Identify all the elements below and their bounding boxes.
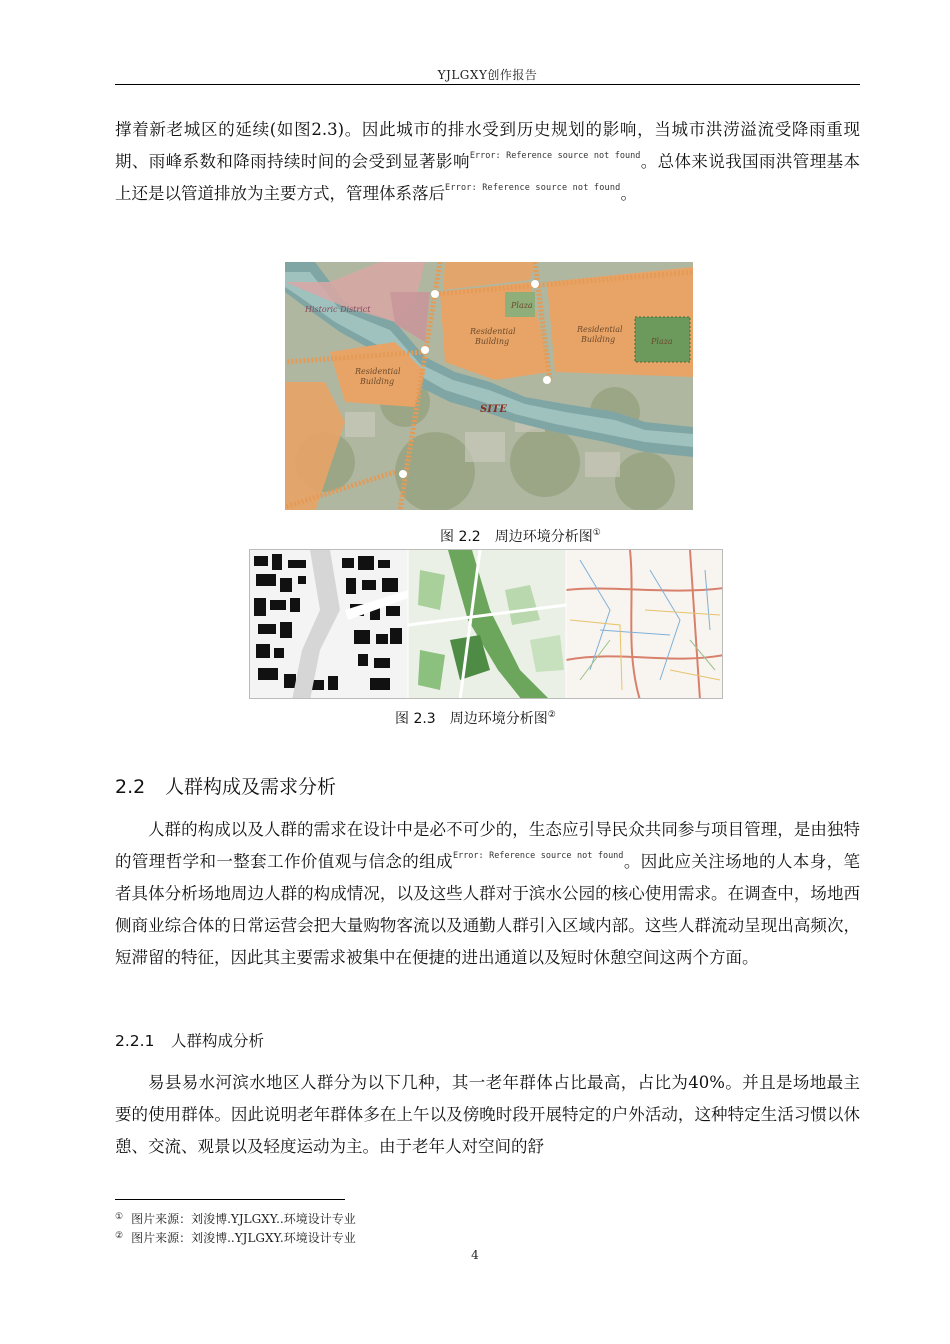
page-number: 4: [471, 1248, 479, 1262]
map-label-building-1: Building: [475, 337, 510, 346]
paragraph-section-2-2-1: 易县易水河滨水地区人群分为以下几种，其一老年群体占比最高，占比为40%。并且是场地最主要的使用群体。因此说明老年群体多在上午以及傍晚时段开展特定的户外活动，这种特定生活习惯以休憩、交流、观景以及轻度运动为主。由于老年人对空间的舒: [115, 1073, 860, 1156]
figure-2-3-analysis-maps: [249, 549, 723, 699]
figure-2-3-caption-text: 图 2.3 周边环境分析图: [395, 711, 548, 727]
figure-2-2-caption: [440, 526, 601, 546]
header-rule: [115, 84, 860, 85]
map-label-plaza-2: Plaza: [651, 337, 673, 346]
footnote-1-mark: ①: [115, 1212, 124, 1222]
footnote-2-text: 图片来源：刘浚博..YJLGXY.环境设计专业: [131, 1231, 356, 1245]
section-2-2-title: 人群构成及需求分析: [165, 776, 337, 798]
section-2-2-1-title: 人群构成分析: [171, 1032, 265, 1050]
figure-2-2-site-map: [285, 262, 693, 510]
map-label-plaza-1: Plaza: [511, 301, 533, 310]
map-label-residential-1: Residential: [470, 327, 516, 336]
map-label-historic-district: Historic District: [305, 305, 371, 314]
map-label-residential-2: Residential: [577, 325, 623, 334]
footnote-2: [115, 1229, 356, 1246]
section-2-2-heading: [115, 772, 336, 799]
reference-error-3: Error: Reference source not found: [452, 851, 624, 861]
intro-text-a: 撑着新老城区的延续(如图2.3)。因此城市的排水受到历史规划的影响，当城市洪涝溢流受降雨重现期、雨峰系数和降雨持续时间的会受到显著影响: [115, 120, 860, 171]
intro-text-b: 。总体来说我国雨洪管理基本上还是以管道排放为主要方式，管理体系落后: [115, 152, 860, 203]
paragraph-section-2-2: [115, 814, 860, 974]
reference-error-2: Error: Reference source not found: [445, 183, 621, 193]
footnote-1-text: 图片来源：刘浚博.YJLGXY..环境设计专业: [131, 1212, 356, 1226]
footnote-rule: [115, 1199, 345, 1200]
intro-text-c: 。: [620, 184, 637, 203]
map-label-site: SITE: [480, 404, 507, 415]
section-2-2-number: 2.2: [115, 776, 146, 798]
map-label-building-2: Building: [581, 335, 616, 344]
paragraph-intro: [115, 114, 860, 210]
footnote-2-mark: ②: [115, 1231, 124, 1241]
map-label-building-3: Building: [360, 377, 395, 386]
map-label-residential-3: Residential: [355, 367, 401, 376]
reference-error-1: Error: Reference source not found: [469, 151, 641, 161]
figure-2-2-footnote-mark: ①: [592, 528, 601, 538]
section-2-2-text-a: 人群的构成以及人群的需求在设计中是必不可少的，生态应引导民众共同参与项目管理，是由独特的管理哲学和一整套工作价值观与信念的组成: [115, 820, 860, 871]
figure-2-3-footnote-mark: ②: [547, 710, 556, 720]
figure-2-3-caption: [395, 708, 556, 728]
footnote-1: [115, 1210, 356, 1227]
section-2-2-text-b: 。因此应关注场地的人本身，笔者具体分析场地周边人群的构成情况，以及这些人群对于滨水公园的核心使用需求。在调查中，场地西侧商业综合体的日常运营会把大量购物客流以及通勤人群引入区域内部。这些人群流动呈现出高频次，短滞留的特征，因此其主要需求被集中在便捷的进出通道以及短时休憩空间这两个方面。: [115, 852, 860, 967]
section-2-2-1-number: 2.2.1: [115, 1032, 155, 1050]
figure-2-2-caption-text: 图 2.2 周边环境分析图: [440, 529, 593, 545]
section-2-2-1-heading: [115, 1029, 264, 1051]
page-header: YJLGXY创作报告: [437, 68, 538, 82]
